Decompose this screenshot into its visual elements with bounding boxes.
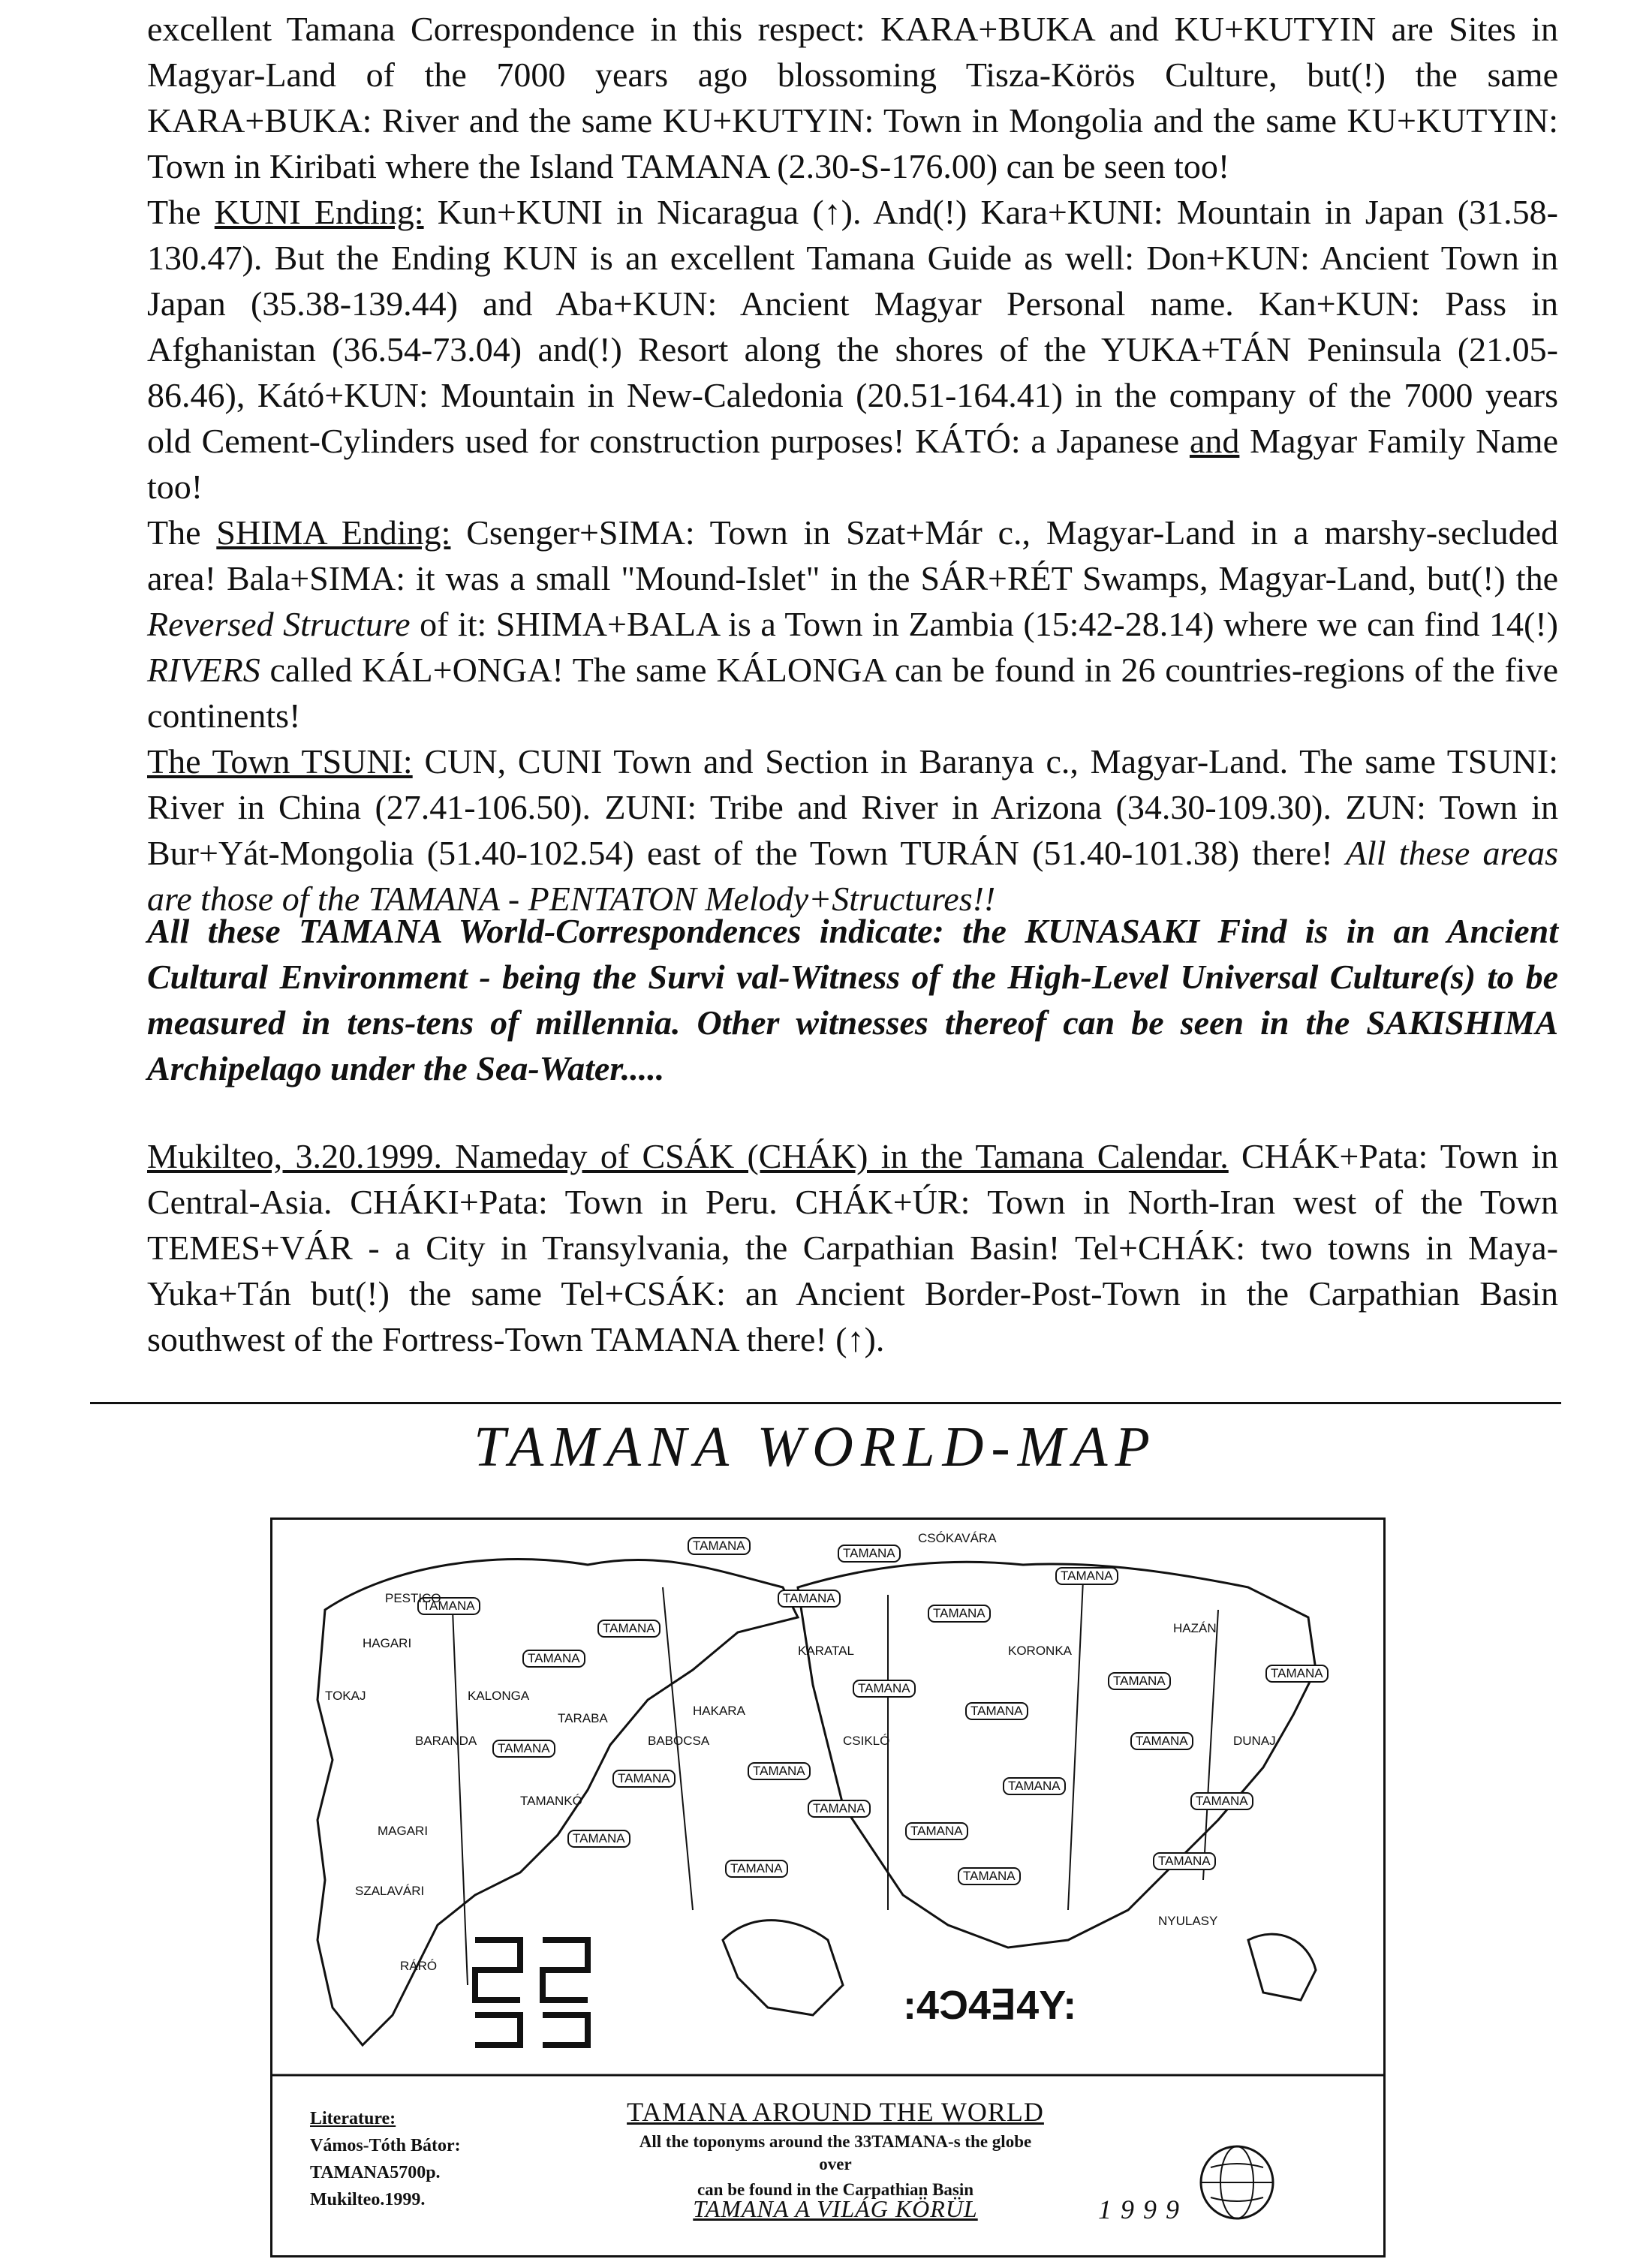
place-label: KARATAL <box>798 1644 854 1658</box>
mukilteo-text: CHÁK+Pata: Town in Central-Asia. CHÁKI+Pata: Town in Peru. CHÁK+ÚR: Town in North-Iran west of the Town TEMES+VÁR - a City in Transylvania, the Carpathian Basin! Tel+CHÁK: two towns in Maya-Yuka+Tán but(!) the same Tel+CSÁK: an Ancient Border-Post-Town in the Carpathian Basin southwest of the Fortress-Town TAMANA there! (↑). <box>147 1137 1558 1358</box>
tamana-place-label: TAMANA <box>753 1764 805 1778</box>
tamana-place-label: TAMANA <box>1158 1854 1211 1868</box>
tamana-place-label: TAMANA <box>970 1704 1023 1718</box>
tamana-place-label: TAMANA <box>783 1591 835 1605</box>
tamana-place-label: TAMANA <box>963 1869 1016 1883</box>
place-label: BARANDA <box>415 1734 477 1748</box>
glyph-stroke <box>475 2015 520 2045</box>
caption-hungarian: TAMANA A VILÁG KÖRÜL <box>693 2195 978 2222</box>
caption-sub-2: can be found in the Carpathian Basin <box>697 2180 974 2199</box>
map-line <box>1203 1610 1218 1880</box>
glyph-stroke <box>543 1940 588 2000</box>
tamana-place-label: TAMANA <box>1061 1569 1113 1583</box>
tamana-place-label: TAMANA <box>933 1606 986 1620</box>
runic-glyph <box>475 1940 588 2045</box>
tsuni-text: CUN, CUNI Town and Section in Baranya c., Magyar-Land. The same TSUNI: River in China (27.41-106.50). ZUNI: Tribe and River in Arizona (34.30-109.30). ZUN: Town in Bur+Yát-Mongolia (51.40-102.54) east of the Town TURÁN (51.40-101.38) there! <box>147 742 1559 872</box>
paragraph-mukilteo <box>147 1133 1558 1362</box>
map-fine-lines <box>453 1580 1218 1985</box>
kuni-ending-label: KUNI Ending: <box>214 193 424 231</box>
shima-ending-label: SHIMA Ending: <box>216 513 451 552</box>
place-label: DUNAJ <box>1233 1734 1276 1748</box>
kuni-tail: Magyar Family Name too! <box>147 422 1559 506</box>
shima-text-a: Csenger+SIMA: Town in Szat+Már c., Magyar-Land in a marshy-secluded area! Bala+SIMA: it was a small "Mound-Islet" in the SÁR+RÉT Swamps, Magyar-Land, but(!) the <box>147 513 1558 597</box>
place-label: BABOCSA <box>648 1734 710 1748</box>
literature-title: TAMANA5700p. <box>310 2163 441 2182</box>
tamana-place-label: TAMANA <box>498 1741 550 1755</box>
world-map <box>270 1518 1386 2257</box>
tamana-place-label: TAMANA <box>730 1861 783 1875</box>
runic-inscription: :4Ɔ4ꓱ4Y: <box>903 1983 1077 2028</box>
kuni-prefix: The <box>147 193 215 231</box>
place-label: CSIKLÓ <box>843 1734 890 1748</box>
paragraph-kuni-ending <box>147 189 1558 510</box>
tamana-place-label: TAMANA <box>618 1771 670 1785</box>
caption-main: TAMANA AROUND THE WORLD <box>627 2097 1044 2127</box>
tamana-place-label: TAMANA <box>573 1831 625 1845</box>
shima-reversed: Reversed Structure <box>147 605 411 643</box>
landmass-east-outline <box>798 1562 1316 1948</box>
tamana-place-label: TAMANA <box>1271 1666 1323 1680</box>
tsuni-label: The Town TSUNI: <box>147 742 413 781</box>
summary-block <box>147 908 1558 1091</box>
tamana-place-label: TAMANA <box>1196 1794 1248 1808</box>
caption-sub-1: All the toponyms around the 33TAMANA-s the globe over <box>639 2132 1032 2173</box>
literature-place: Mukilteo.1999. <box>310 2190 426 2209</box>
map-place-labels <box>325 1531 1328 1973</box>
section-divider <box>90 1402 1561 1404</box>
kuni-and: and <box>1189 422 1240 460</box>
paragraph-summary: All these TAMANA World-Correspondences indicate: the KUNASAKI Find is in an Ancient Cultural Environment - being the Survi val-Witness of the High-Level Universal Culture(s) to be measured in tens-tens of millennia. Other witnesses thereof can be seen in the SAKISHIMA Archipelago under the Sea-Water..... <box>147 912 1558 1087</box>
tamana-place-label: TAMANA <box>1113 1674 1166 1688</box>
tamana-place-label: TAMANA <box>813 1801 865 1815</box>
shima-text-c: called KÁL+ONGA! The same KÁLONGA can be found in 26 countries-regions of the five continents! <box>147 651 1558 735</box>
place-label: PESTICO <box>385 1591 441 1605</box>
place-label: TAMANKÓ <box>520 1794 582 1808</box>
literature-note <box>310 2105 461 2213</box>
island-outline-east <box>1248 1934 1316 2000</box>
tamana-place-label: TAMANA <box>603 1621 655 1635</box>
literature-author: Vámos-Tóth Bátor: <box>310 2136 461 2155</box>
kuni-text: Kun+KUNI in Nicaragua (↑). And(!) Kara+KUNI: Mountain in Japan (31.58-130.47). But the Ending KUN is an excellent Tamana Guide as well: Don+KUN: Ancient Town in Japan (35.38-139.44) and Aba+KUN: Ancient Magyar Personal name. Kan+KUN: Pass in Afghanistan (36.54-73.04) and(!) Resort along the shores of the YUKA+TÁN Peninsula (21.05-86.46), Kátó+KUN: Mountain in New-Caledonia (20.51-164.41) in the company of the 7000 years old Cement-Cylinders used for construction purposes! KÁTÓ: a Japanese <box>147 193 1558 460</box>
paragraph-tsuni <box>147 738 1558 922</box>
tamana-place-label: TAMANA <box>843 1546 895 1560</box>
map-caption <box>625 2096 1046 2201</box>
shima-text-b: of it: SHIMA+BALA is a Town in Zambia (15:42-28.14) where we can find 14(!) <box>410 605 1558 643</box>
tamana-place-label: TAMANA <box>858 1681 910 1695</box>
tamana-place-label: TAMANA <box>528 1651 580 1665</box>
island-outline <box>723 1921 843 2015</box>
place-label: CSÓKAVÁRA <box>918 1531 997 1545</box>
glyph-stroke <box>543 2015 588 2045</box>
map-title: TAMANA WORLD-MAP <box>474 1415 1157 1478</box>
tamana-place-label: TAMANA <box>1136 1734 1188 1748</box>
tamana-globe-icon <box>1196 2141 1278 2224</box>
shima-rivers: RIVERS <box>147 651 260 689</box>
body-text <box>147 6 1558 922</box>
shima-prefix: The <box>147 513 217 552</box>
tamana-place-label: TAMANA <box>910 1824 963 1838</box>
place-label: SZALAVÁRI <box>355 1884 425 1898</box>
place-label: MAGARI <box>378 1824 429 1838</box>
place-label: HAKARA <box>693 1704 745 1718</box>
place-label: TARABA <box>558 1711 608 1725</box>
place-label: HAZÁN <box>1173 1621 1217 1635</box>
glyph-stroke <box>475 1940 520 2000</box>
tamana-place-label: TAMANA <box>693 1539 745 1553</box>
mukilteo-block <box>147 1133 1558 1362</box>
paragraph-shima-ending <box>147 510 1558 738</box>
place-label: KALONGA <box>468 1689 530 1703</box>
tamana-place-label: TAMANA <box>1008 1779 1061 1793</box>
tamana-place-label: TAMANA <box>423 1599 475 1613</box>
place-label: TOKAJ <box>325 1689 366 1703</box>
caption-year: 1999 <box>1098 2194 1188 2224</box>
mukilteo-label: Mukilteo, 3.20.1999. Nameday of CSÁK (CHÁK) in the Tamana Calendar. <box>147 1137 1229 1175</box>
paragraph-kara-buka: excellent Tamana Correspondence in this respect: KARA+BUKA and KU+KUTYIN are Sites in Magyar-Land of the 7000 years ago blossoming Tisza-Körös Culture, but(!) the same KARA+BUKA: River and the same KU+KUTYIN: Town in Mongolia and the same KU+KUTYIN: Town in Kiribati where the Island TAMANA (2.30-S-176.00) can be seen too! <box>147 10 1558 185</box>
tsuni-italic: All these areas are those of the TAMANA - PENTATON Melody+Structures!! <box>147 834 1559 918</box>
map-line <box>1068 1580 1083 1910</box>
place-label: KORONKA <box>1008 1644 1073 1658</box>
place-label: RÁRÓ <box>400 1959 438 1973</box>
map-line <box>453 1610 468 1985</box>
map-line <box>663 1587 693 1910</box>
place-label: NYULASY <box>1158 1914 1218 1928</box>
place-label: HAGARI <box>363 1636 412 1650</box>
literature-heading: Literature: <box>310 2109 396 2128</box>
